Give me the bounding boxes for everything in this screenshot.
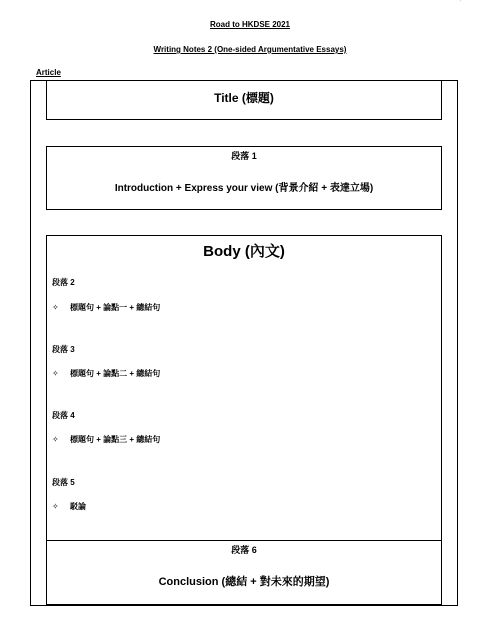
paragraph-5-bullet bbox=[52, 501, 86, 512]
paragraph-3-label: 段落 3 bbox=[52, 345, 75, 354]
paragraph-4-bullet bbox=[52, 434, 160, 445]
paragraph-4-label: 段落 4 bbox=[52, 411, 75, 420]
paragraph-6-label: 段落 6 bbox=[231, 545, 257, 555]
diamond-bullet-icon: ✧ bbox=[52, 435, 59, 444]
paragraph-5-label: 段落 5 bbox=[52, 478, 75, 487]
title-box-text: Title (標題) bbox=[214, 91, 274, 105]
paragraph-3-bullet bbox=[52, 368, 160, 379]
paragraph-4-content: 標題句 + 論點三 + 總結句 bbox=[70, 435, 161, 444]
diamond-bullet-icon: ✧ bbox=[52, 303, 59, 312]
document-subtitle: Writing Notes 2 (One-sided Argumentative Essays) bbox=[153, 45, 347, 54]
paragraph-1-label: 段落 1 bbox=[231, 151, 257, 161]
paragraph-2-bullet bbox=[52, 302, 160, 313]
paragraph-3-content: 標題句 + 論點二 + 總結句 bbox=[70, 369, 161, 378]
paragraph-2-content: 標題句 + 論點一 + 總結句 bbox=[70, 303, 161, 312]
section-label: Article bbox=[36, 68, 61, 77]
document-title: Road to HKDSE 2021 bbox=[209, 20, 291, 29]
diamond-bullet-icon: ✧ bbox=[52, 502, 59, 511]
corner-mark: ' bbox=[460, 0, 462, 6]
paragraph-5-content: 駁論 bbox=[70, 502, 86, 511]
paragraph-2-label: 段落 2 bbox=[52, 278, 75, 287]
conclusion-divider bbox=[46, 540, 442, 541]
introduction-text: Introduction + Express your view (背景介紹 + 表達立場) bbox=[114, 183, 374, 194]
diamond-bullet-icon: ✧ bbox=[52, 369, 59, 378]
conclusion-text: Conclusion (總結 + 對未來的期望) bbox=[158, 576, 330, 588]
body-title: Body (內文) bbox=[203, 243, 285, 260]
